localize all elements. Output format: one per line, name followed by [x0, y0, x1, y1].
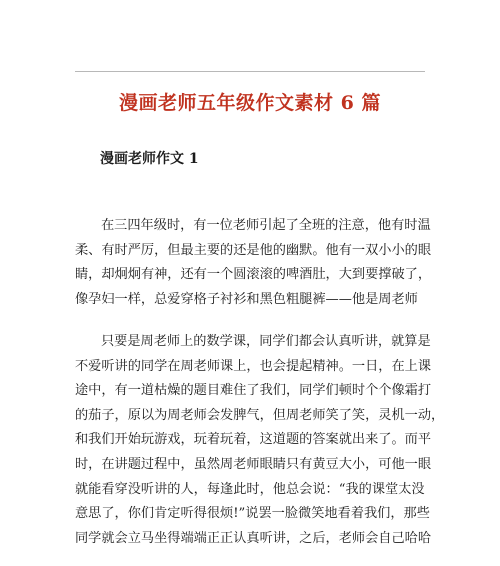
paragraph-2 [75, 330, 445, 551]
paragraph-line: 只要是周老师上的数学课，同学们都会认真听讲，就算是 [101, 334, 431, 349]
paragraph-line: 时，在讲题过程中，虽然周老师眼睛只有黄豆大小，可他一眼 [75, 456, 432, 472]
paragraph-line: 途中，有一道枯燥的题目难住了我们，同学们顿时个个像霜打 [75, 383, 432, 399]
paragraph-line: 柔、有时严厉，但最主要的还是他的幽默。他有一双小小的眼 [75, 242, 432, 258]
paragraph-line: 和我们开始玩游戏，玩着玩着，这道题的答案就出来了。而平 [75, 432, 432, 448]
paragraph-line: 不爱听讲的同学在周老师课上，也会提起精神。一日，在上课 [75, 358, 432, 374]
paragraph-1 [75, 214, 435, 312]
paragraph-line: 睛，却炯炯有神，还有一个圆滚滚的啤酒肚，大到要撑破了， [75, 267, 432, 283]
paragraph-line: 就能看穿没听讲的人，每逢此时，他总会说：“我的课堂太没 [75, 481, 425, 497]
paragraph-line: 的茄子，原以为周老师会发脾气，但周老师笑了笑，灵机一动， [75, 407, 445, 423]
paragraph-line: 像孕妇一样，总爱穿格子衬衫和黑色粗腿裤——他是周老师 [75, 291, 418, 307]
paragraph-line: 意思了，你们肯定听得很烦!”说罢一脸微笑地看着我们，那些 [75, 506, 430, 522]
paragraph-line: 在三四年级时，有一位老师引起了全班的注意，他有时温 [101, 218, 431, 233]
header-divider [75, 71, 425, 72]
document-title: 漫画老师五年级作文素材 6 篇 [119, 92, 381, 114]
section-heading: 漫画老师作文 1 [100, 151, 199, 167]
paragraph-line: 同学就会立马坐得端端正正认真听讲，之后，老师会自己哈哈 [75, 530, 432, 546]
